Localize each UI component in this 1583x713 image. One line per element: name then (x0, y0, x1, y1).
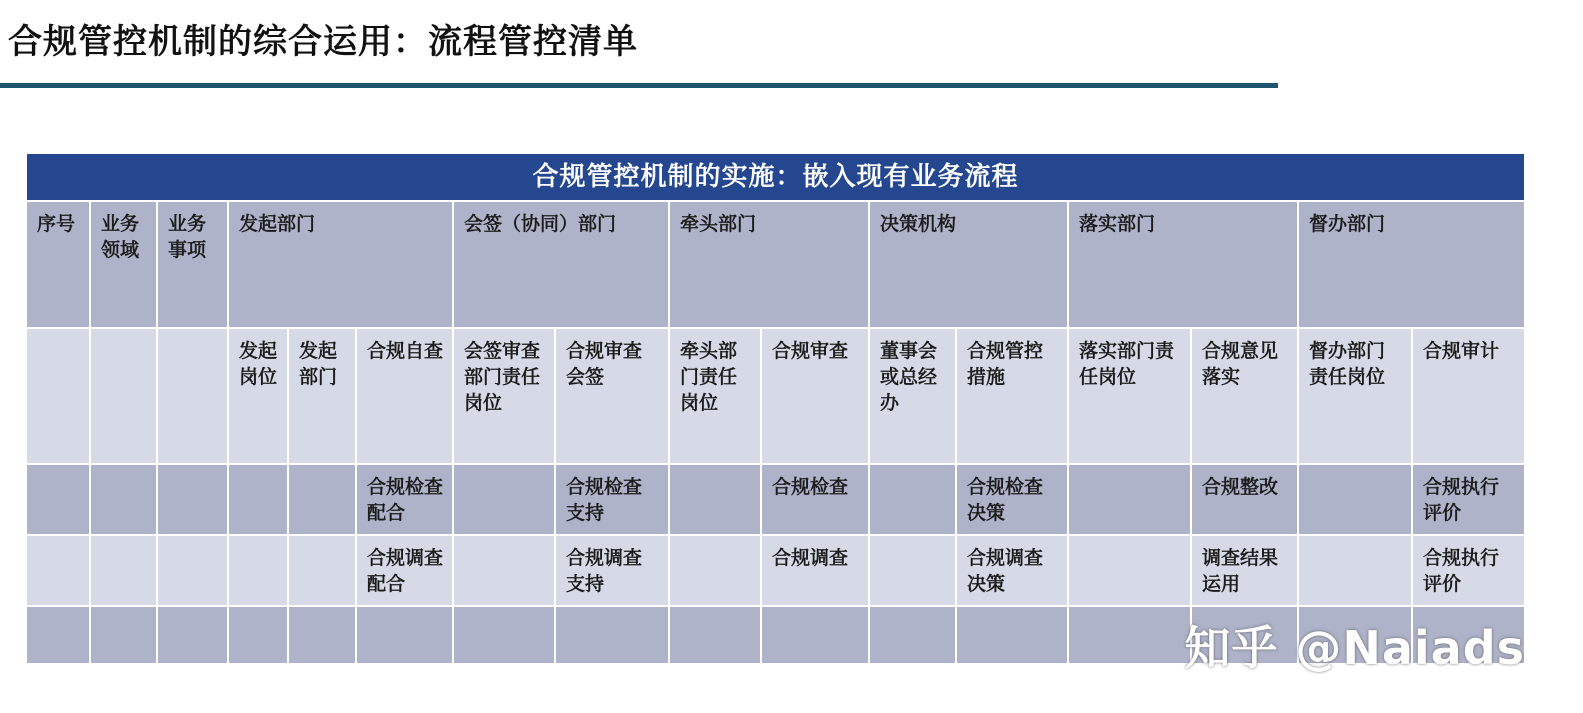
table-cell (228, 535, 288, 606)
table-cell (1068, 464, 1191, 535)
header-row-groups (26, 201, 1525, 328)
table-cell (1298, 535, 1412, 606)
header-seq: 序号 (26, 201, 90, 328)
table-cell: 合规调查 (761, 535, 869, 606)
subheader-cell: 督办部门责任岗位 (1298, 328, 1412, 464)
table-cell (157, 464, 228, 535)
subheader-cell: 董事会或总经办 (869, 328, 956, 464)
header-row-roles (26, 328, 1525, 464)
table-cell (869, 535, 956, 606)
table-cell (26, 328, 90, 464)
table-cell: 合规调查决策 (956, 535, 1068, 606)
table-cell (288, 606, 356, 664)
subheader-cell: 会签审查部门责任岗位 (453, 328, 555, 464)
table-cell (157, 328, 228, 464)
table-cell (356, 606, 453, 664)
header-implementing-dept: 落实部门 (1068, 201, 1298, 328)
table-cell (669, 535, 761, 606)
table-cell (90, 535, 157, 606)
slide-title: 合规管控机制的综合运用：流程管控清单 (8, 22, 638, 62)
table-cell (1298, 464, 1412, 535)
table-cell (228, 606, 288, 664)
header-lead-dept: 牵头部门 (669, 201, 869, 328)
table-cell (26, 606, 90, 664)
subheader-cell: 发起部门 (288, 328, 356, 464)
table-cell (1068, 535, 1191, 606)
table-cell (1068, 606, 1191, 664)
title-underline (0, 83, 1278, 88)
table-cell: 合规检查配合 (356, 464, 453, 535)
table-cell: 合规调查支持 (555, 535, 669, 606)
table-cell (453, 464, 555, 535)
table-cell (555, 606, 669, 664)
table-cell (869, 464, 956, 535)
table-cell: 调查结果运用 (1191, 535, 1298, 606)
header-countersign-dept: 会签（协同）部门 (453, 201, 669, 328)
table-cell (453, 535, 555, 606)
table-cell (288, 464, 356, 535)
subheader-cell: 合规审计 (1412, 328, 1525, 464)
table-banner: 合规管控机制的实施：嵌入现有业务流程 (26, 153, 1525, 201)
table-cell: 合规检查 (761, 464, 869, 535)
header-domain: 业务领域 (90, 201, 157, 328)
table-cell: 合规执行评价 (1412, 535, 1525, 606)
table-cell: 合规执行评价 (1412, 464, 1525, 535)
table-cell (761, 606, 869, 664)
table-cell (669, 464, 761, 535)
header-decision-body: 决策机构 (869, 201, 1068, 328)
header-item: 业务事项 (157, 201, 228, 328)
subheader-cell: 牵头部门责任岗位 (669, 328, 761, 464)
process-table (25, 152, 1526, 665)
table-row-check (26, 464, 1525, 535)
table-cell (669, 606, 761, 664)
table-cell (288, 535, 356, 606)
subheader-cell: 落实部门责任岗位 (1068, 328, 1191, 464)
watermark: 知乎 @Naiads (1184, 621, 1525, 675)
table-cell (90, 328, 157, 464)
table-cell (90, 606, 157, 664)
table-cell (90, 464, 157, 535)
table-row-investigation (26, 535, 1525, 606)
table-cell (157, 535, 228, 606)
table-cell (453, 606, 555, 664)
process-control-table (25, 152, 1524, 665)
table-cell (228, 464, 288, 535)
table-cell: 合规整改 (1191, 464, 1298, 535)
table-cell (956, 606, 1068, 664)
table-cell: 合规检查决策 (956, 464, 1068, 535)
subheader-cell: 合规意见落实 (1191, 328, 1298, 464)
subheader-cell: 合规管控措施 (956, 328, 1068, 464)
table-cell (26, 535, 90, 606)
header-supervising-dept: 督办部门 (1298, 201, 1525, 328)
subheader-cell: 合规自查 (356, 328, 453, 464)
table-cell (26, 464, 90, 535)
subheader-cell: 发起岗位 (228, 328, 288, 464)
banner-row (26, 153, 1525, 201)
table-cell: 合规调查配合 (356, 535, 453, 606)
table-cell: 合规检查支持 (555, 464, 669, 535)
table-cell (157, 606, 228, 664)
table-cell (869, 606, 956, 664)
subheader-cell: 合规审查会签 (555, 328, 669, 464)
subheader-cell: 合规审查 (761, 328, 869, 464)
header-initiating-dept: 发起部门 (228, 201, 453, 328)
